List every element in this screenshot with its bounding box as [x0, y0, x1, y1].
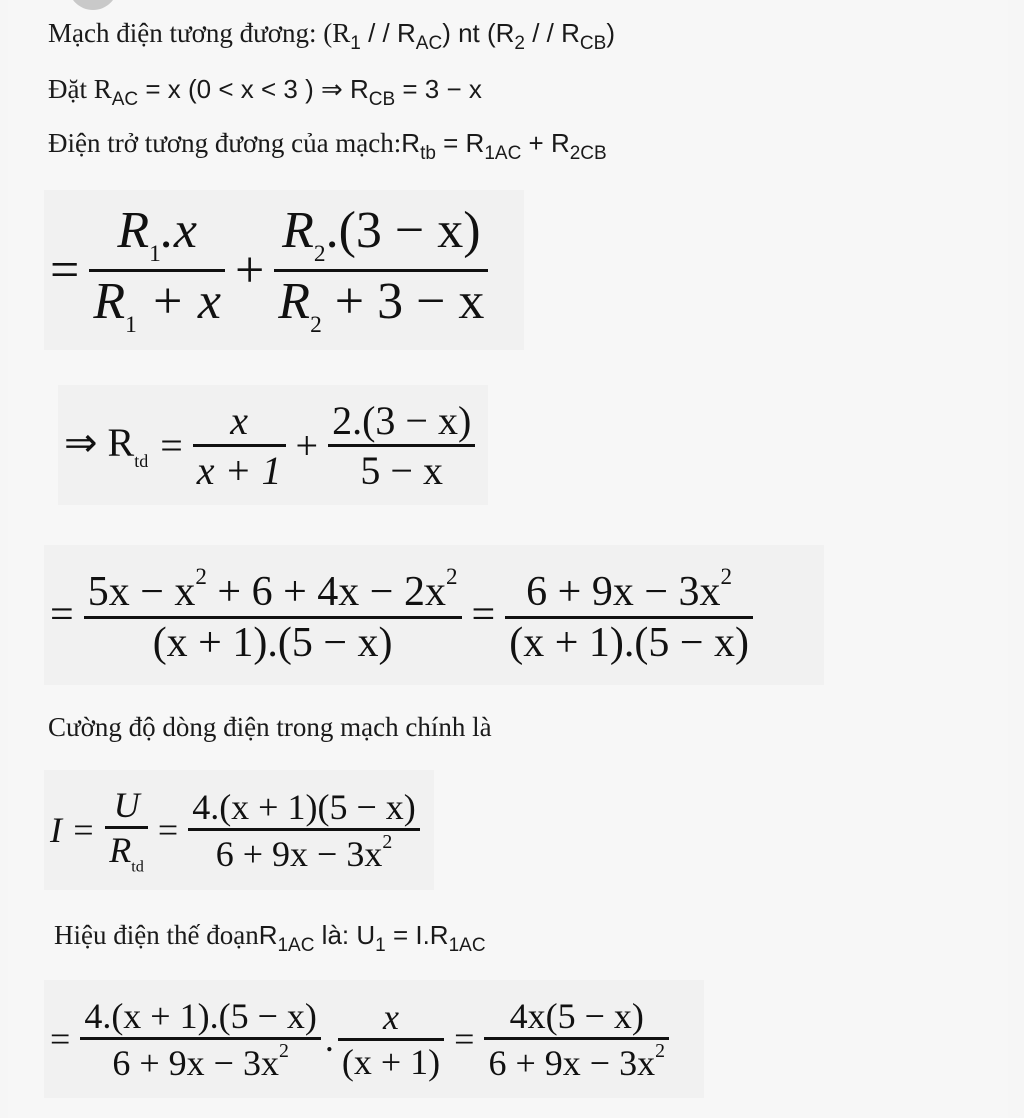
superscript: 2	[195, 563, 207, 590]
subscript: 2	[514, 33, 525, 54]
text-segment: ⇒ R	[64, 419, 135, 465]
lead	[58, 419, 154, 472]
multiply-dot: .	[324, 1019, 334, 1059]
fraction	[89, 201, 225, 338]
equivalent-circuit-line	[48, 18, 615, 54]
plus-sign: +	[234, 241, 265, 299]
numerator: 4.(x + 1)(5 − x)	[192, 786, 416, 827]
equation-rtd-expanded	[44, 545, 824, 685]
numerator	[84, 563, 462, 616]
denominator	[484, 1040, 669, 1084]
text-segment: = x (0 < x < 3 ) ⇒ R	[138, 74, 369, 104]
fraction	[484, 995, 669, 1084]
text-segment: R	[93, 272, 126, 330]
subscript: 2	[310, 311, 322, 338]
numerator	[278, 201, 484, 268]
text-segment: + 6 + 4x − 2x	[206, 568, 446, 615]
text-segment: 6 + 9x − 3x	[488, 1042, 656, 1083]
fraction	[193, 397, 286, 494]
denominator: (x + 1).(5 − x)	[509, 619, 750, 666]
fraction	[84, 563, 462, 667]
numerator: U	[113, 784, 140, 825]
text-segment: R	[117, 202, 150, 260]
text-segment: = I.R	[385, 920, 449, 950]
numerator: 4.(x + 1).(5 − x)	[84, 995, 317, 1036]
text-segment: .(3 − x)	[325, 202, 481, 260]
text-segment: là: U	[314, 920, 376, 950]
numerator: 4x(5 − x)	[509, 995, 644, 1036]
numerator: x	[230, 397, 249, 443]
subscript: 1AC	[277, 935, 315, 956]
text-segment: 6 + 9x − 3x	[526, 568, 721, 615]
subscript: td	[131, 857, 144, 876]
text-segment: )	[606, 18, 615, 48]
superscript: 2	[445, 563, 458, 590]
subscript: CB	[368, 89, 396, 110]
denominator	[105, 829, 148, 877]
equation-voltage	[44, 980, 704, 1098]
voltage-intro-line	[54, 920, 486, 956]
text-segment: R	[401, 128, 421, 158]
fraction	[328, 397, 475, 494]
text-segment: Đặt R	[48, 74, 112, 104]
text-segment: = 3 − x	[395, 74, 482, 104]
subscript: 1AC	[448, 935, 486, 956]
equals-sign: =	[471, 592, 496, 638]
denominator: (x + 1)	[341, 1041, 441, 1082]
superscript: 2	[382, 830, 393, 853]
subscript: tb	[420, 143, 436, 164]
subscript: 1	[125, 311, 137, 338]
text-segment: R	[282, 202, 314, 260]
text-segment: Cường độ dòng điện trong mạch chính là	[48, 712, 492, 742]
subscript: CB	[579, 33, 607, 54]
text-segment: + 3 − x	[321, 272, 485, 330]
text-segment: + R	[521, 128, 570, 158]
subscript: 1	[149, 241, 161, 268]
text-segment: + x	[136, 272, 221, 330]
subscript: td	[134, 450, 149, 471]
lead: I =	[50, 810, 96, 850]
fraction	[505, 563, 753, 667]
subscript: 2	[313, 241, 326, 268]
subscript: 2CB	[569, 143, 607, 164]
text-segment: 5x − x	[87, 568, 196, 615]
denominator	[108, 1040, 293, 1084]
text-segment: ) nt (R	[442, 18, 515, 48]
plus-sign: +	[295, 422, 319, 468]
current-intro-line	[48, 712, 492, 743]
text-segment: Điện trở tương đương của mạch:	[48, 128, 402, 158]
subscript: 1	[375, 935, 386, 956]
circuit-label: Mạch điện tương đương: (R	[48, 18, 351, 48]
avatar	[68, 0, 118, 10]
fraction	[338, 996, 444, 1083]
equation-current	[44, 770, 434, 890]
subscript: 1	[350, 33, 361, 54]
text-segment: .x	[160, 202, 197, 260]
text-segment: 6 + 9x − 3x	[215, 833, 383, 874]
subscript: AC	[111, 89, 139, 110]
denominator	[212, 831, 397, 875]
equals-sign: =	[50, 592, 74, 638]
text-segment: / / R	[360, 18, 416, 48]
equals-sign: =	[50, 241, 80, 299]
fraction	[274, 201, 488, 338]
superscript: 2	[655, 1039, 665, 1062]
denominator: x + 1	[196, 447, 282, 493]
text-segment: R	[109, 829, 132, 870]
equation-rtb-general	[44, 190, 524, 350]
equals-sign: =	[50, 1019, 71, 1059]
numerator: x	[383, 996, 399, 1037]
numerator	[113, 201, 201, 268]
answer-panel	[8, 0, 1008, 1118]
denominator: (x + 1).(5 − x)	[152, 619, 393, 666]
equals-sign: =	[157, 810, 179, 850]
equals-sign: =	[454, 1019, 475, 1059]
equation-rtd-substituted	[58, 385, 488, 505]
superscript: 2	[278, 1039, 289, 1062]
fraction	[188, 786, 420, 875]
fraction	[80, 995, 321, 1084]
denominator: 5 − x	[360, 447, 443, 493]
text-segment: R	[278, 272, 311, 330]
text-segment: 6 + 9x − 3x	[112, 1042, 279, 1083]
subscript: 1AC	[484, 143, 522, 164]
text-segment: = R	[435, 128, 485, 158]
denominator	[89, 272, 225, 339]
numerator	[522, 563, 736, 616]
fraction	[105, 784, 148, 877]
denominator	[274, 272, 488, 339]
superscript: 2	[720, 563, 733, 590]
text-segment: Hiệu điện thế đoạn	[54, 920, 259, 950]
equals-sign: =	[160, 422, 183, 468]
text-segment: / / R	[525, 18, 580, 48]
subscript: AC	[415, 33, 443, 54]
numerator: 2.(3 − x)	[332, 397, 472, 443]
text-segment: R	[258, 920, 278, 950]
set-variable-line	[48, 74, 482, 110]
equivalent-resistance-line	[48, 128, 607, 164]
